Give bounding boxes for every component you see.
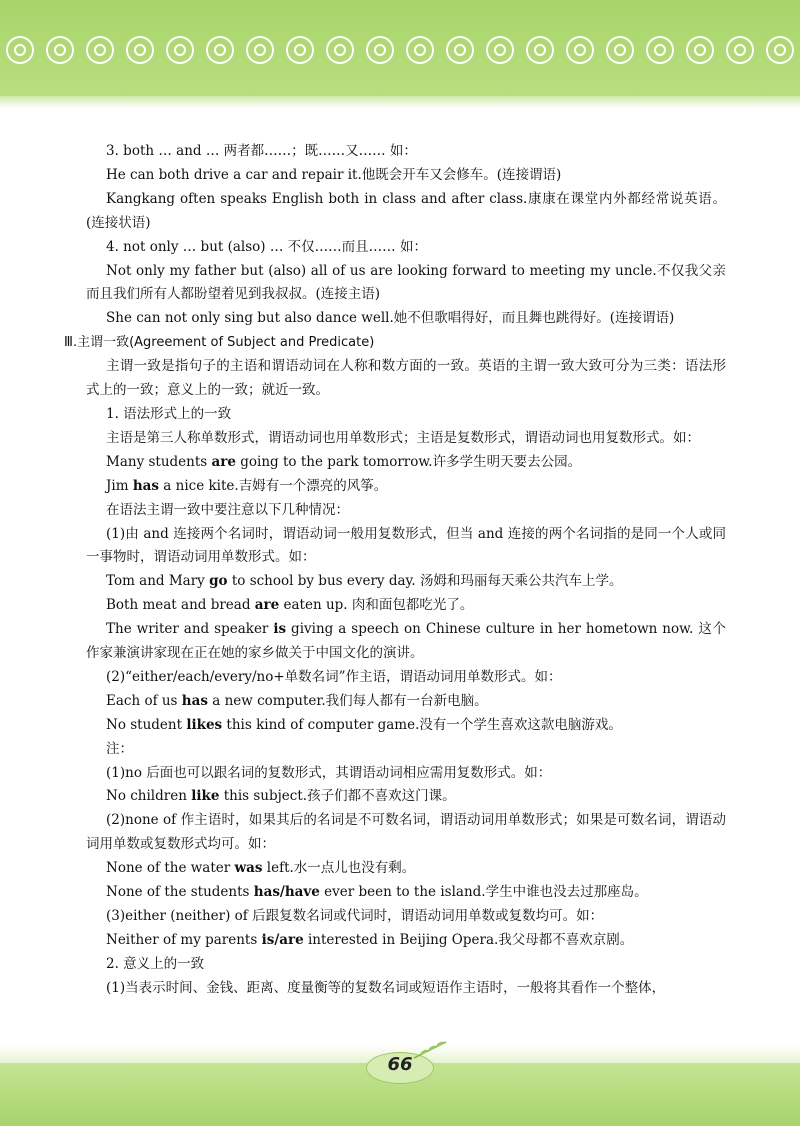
ring-icon [6,36,34,64]
binder-rings [0,36,800,72]
text-line: None of the students has/have ever been to the island.学生中谁也没去过那座岛。 [106,884,648,901]
text-line: Jim has a nice kite.吉姆有一个漂亮的风筝。 [106,477,388,494]
text-line: 1. 语法形式上的一致 [106,405,232,422]
text-line: 4. not only … but (also) … 不仅……而且…… 如： [106,238,427,255]
ring-icon [766,36,794,64]
text-line: He can both drive a car and repair it.他既会开车又会修车。(连接谓语) [106,166,562,183]
text-line: None of the water was left.水一点儿也没有剩。 [106,860,416,877]
text-line: 2. 意义上的一致 [106,955,205,972]
ring-icon [206,36,234,64]
text-line: (1)由 and 连接两个名词时，谓语动词一般用复数形式，但当 and 连接的两个名词指的是同一个人或同一事物时，谓语动词用单数形式。如： [86,525,726,566]
ring-icon [286,36,314,64]
text-line: Both meat and bread are eaten up. 肉和面包都吃光了。 [106,597,474,614]
ring-icon [566,36,594,64]
ring-icon [486,36,514,64]
text-line: 在语法主谓一致中要注意以下几种情况： [106,501,349,518]
ring-icon [726,36,754,64]
text-line: She can not only sing but also dance well.她不但歌唱得好，而且舞也跳得好。(连接谓语) [106,310,675,327]
ring-icon [366,36,394,64]
ring-icon [686,36,714,64]
section-heading: Ⅲ.主谓一致(Agreement of Subject and Predicate) [64,335,375,351]
text-line: Tom and Mary go to school by bus every day. 汤姆和玛丽每天乘公共汽车上学。 [106,573,623,590]
ring-icon [126,36,154,64]
page-number: 66 [387,1054,413,1075]
ring-icon [606,36,634,64]
text-line: 主谓一致是指句子的主语和谓语动词在人称和数方面的一致。英语的主谓一致大致可分为三类：语法形式上的一致；意义上的一致；就近一致。 [86,358,726,399]
ring-icon [646,36,674,64]
text-line: 注： [106,740,133,757]
ring-icon [406,36,434,64]
ring-icon [446,36,474,64]
header-shade [0,96,800,108]
text-line: 3. both … and … 两者都……；既……又…… 如： [106,143,417,159]
text-line: (2)“either/each/every/no+单数名词”作主语，谓语动词用单数形式。如： [106,668,562,685]
page-body [64,140,726,1001]
text-line: Many students are going to the park tomorrow.许多学生明天要去公园。 [106,453,582,470]
text-line: Neither of my parents is/are interested in Beijing Opera.我父母都不喜欢京剧。 [106,931,634,948]
text-line: 主语是第三人称单数形式，谓语动词也用单数形式；主语是复数形式，谓语动词也用复数形式。如： [106,429,700,446]
ring-icon [246,36,274,64]
ring-icon [86,36,114,64]
text-line: Not only my father but (also) all of us are looking forward to meeting my uncle.不仅我父亲而且我们所有人都盼望着见到我叔叔。(连接主语) [86,262,726,303]
ring-icon [526,36,554,64]
text-line: No children like this subject.孩子们都不喜欢这门课。 [106,788,456,805]
ring-icon [46,36,74,64]
text-line: Kangkang often speaks English both in class and after class.康康在课堂内外都经常说英语。(连接状语) [86,190,726,231]
text-line: No student likes this kind of computer game.没有一个学生喜欢这款电脑游戏。 [106,716,622,733]
text-line: The writer and speaker is giving a speech on Chinese culture in her hometown now. 这个作家兼演讲家现在正在她的家乡做关于中国文化的演讲。 [86,621,726,662]
ring-icon [166,36,194,64]
text-line: (2)none of 作主语时，如果其后的名词是不可数名词，谓语动词用单数形式；如果是可数名词，谓语动词用单数或复数形式均可。如： [86,812,726,853]
text-line: (3)either (neither) of 后跟复数名词或代词时，谓语动词用单数或复数均可。如： [106,908,604,924]
text-line: Each of us has a new computer.我们每人都有一台新电脑。 [106,692,488,709]
text-line: (1)当表示时间、金钱、距离、度量衡等的复数名词或短语作主语时，一般将其看作一个整体， [106,979,666,996]
text-line: (1)no 后面也可以跟名词的复数形式，其谓语动词相应需用复数形式。如： [106,764,552,781]
ring-icon [326,36,354,64]
